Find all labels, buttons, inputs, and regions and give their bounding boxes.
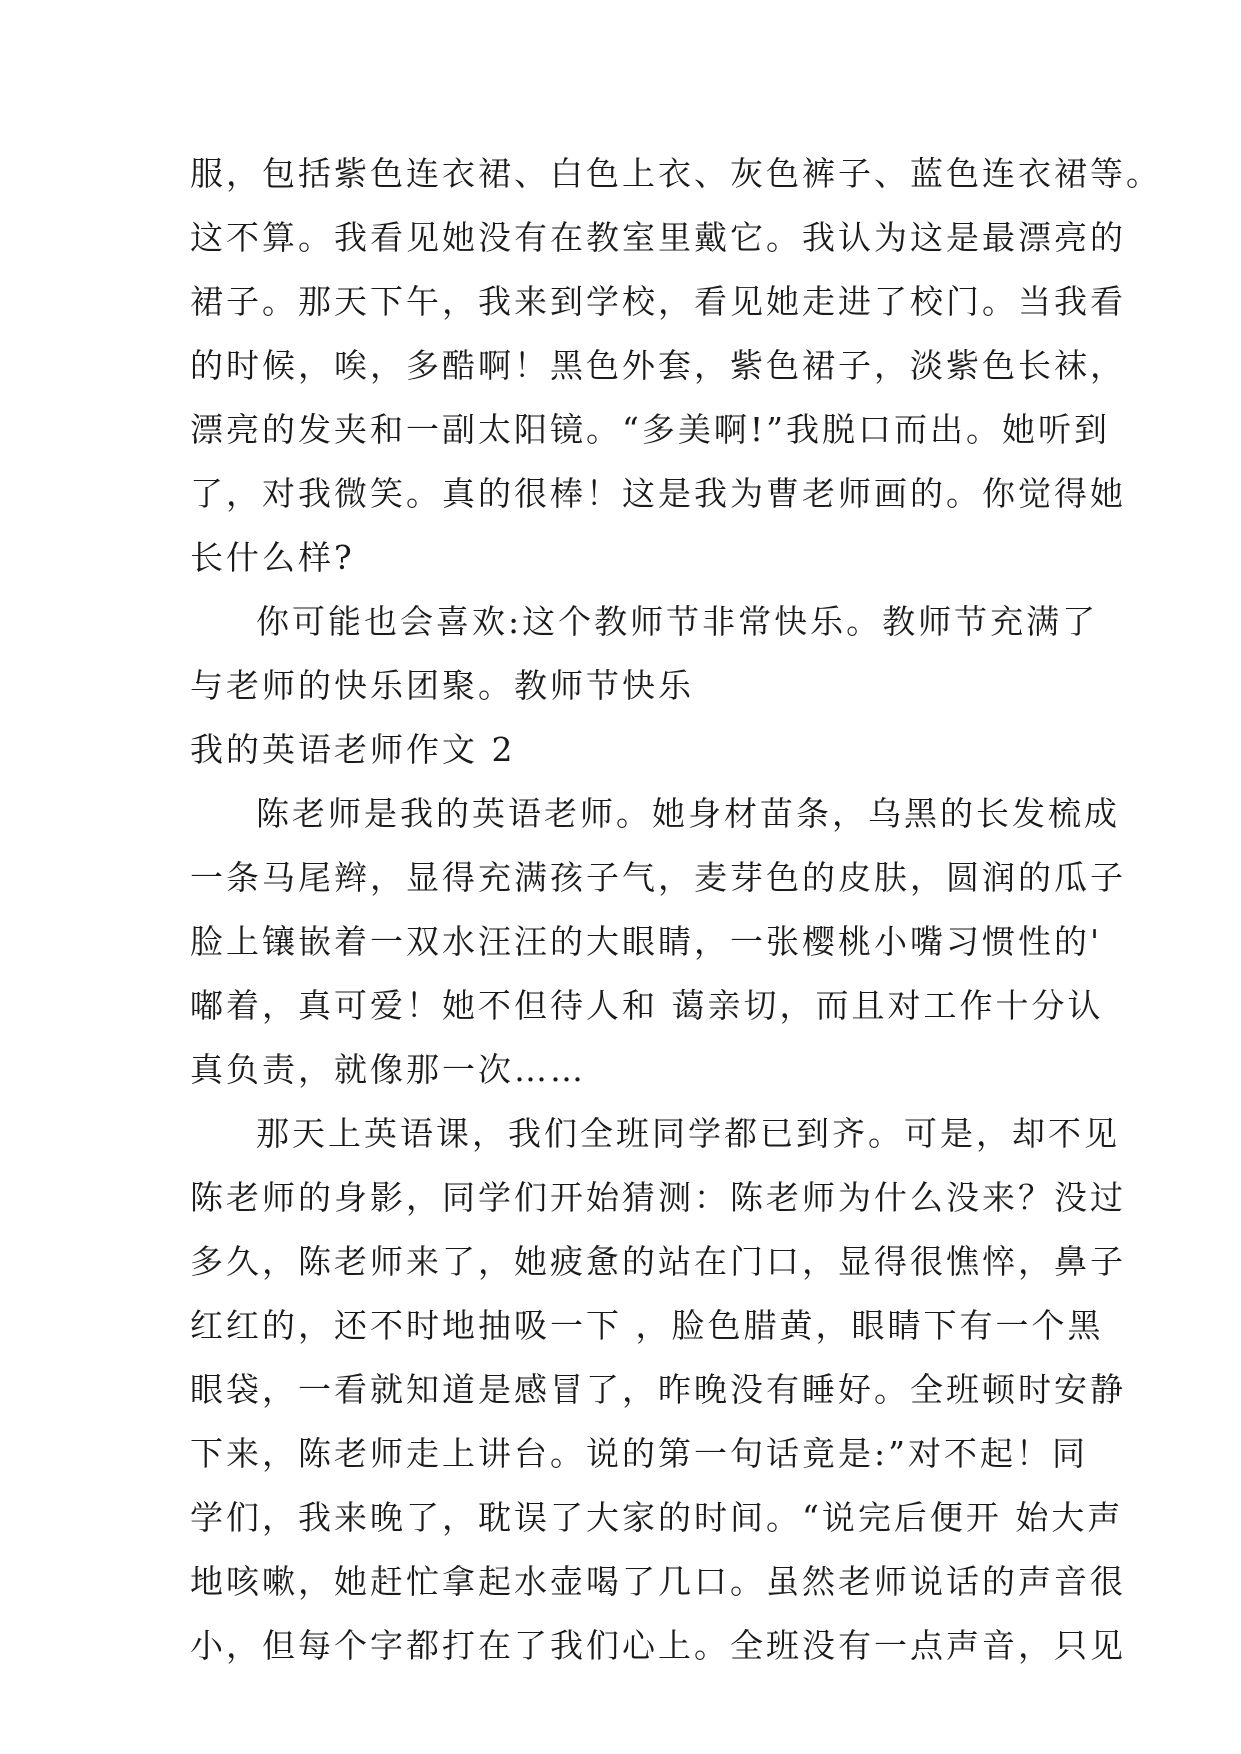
text-line: 眼袋，一看就知道是感冒了，昨晚没有睡好。全班顿时安静 xyxy=(190,1370,1126,1409)
text-line: 红红的，还不时地抽吸一下 ，脸色腊黄，眼睛下有一个黑 xyxy=(190,1306,1104,1345)
text-line: 学们，我来晚了，耽误了大家的时间。“说完后便开 始大声 xyxy=(190,1498,1124,1537)
text-line: 长什么样? xyxy=(190,538,355,577)
text-line: 与老师的快乐团聚。教师节快乐 xyxy=(190,666,694,705)
section-heading: 我的英语老师作文 2 xyxy=(190,730,516,769)
text-line: 服，包括紫色连衣裙、白色上衣、灰色裤子、蓝色连衣裙等。 xyxy=(190,154,1162,193)
text-line: 陈老师的身影，同学们开始猜测：陈老师为什么没来？没过 xyxy=(190,1178,1126,1217)
text-line: 下来，陈老师走上讲台。说的第一句话竟是:”对不起！同 xyxy=(190,1434,1088,1473)
text-line: 了，对我微笑。真的很棒！这是我为曹老师画的。你觉得她 xyxy=(190,474,1126,513)
text-line: 地咳嗽，她赶忙拿起水壶喝了几口。虽然老师说话的声音很 xyxy=(190,1562,1126,1601)
text-line: 裙子。那天下午，我来到学校，看见她走进了校门。当我看 xyxy=(190,282,1126,321)
text-line: 这不算。我看见她没有在教室里戴它。我认为这是最漂亮的 xyxy=(190,218,1126,257)
text-line: 嘟着，真可爱！她不但待人和 蔼亲切，而且对工作十分认 xyxy=(190,986,1104,1025)
text-line: 小，但每个字都打在了我们心上。全班没有一点声音，只见 xyxy=(190,1626,1126,1665)
paragraph-start-line: 那天上英语课，我们全班同学都已到齐。可是，却不见 xyxy=(256,1114,1120,1153)
text-line: 脸上镶嵌着一双水汪汪的大眼睛，一张樱桃小嘴习惯性的' xyxy=(190,922,1103,961)
paragraph-start-line: 你可能也会喜欢:这个教师节非常快乐。教师节充满了 xyxy=(256,602,1099,641)
paragraph-start-line: 陈老师是我的英语老师。她身材苗条，乌黑的长发梳成 xyxy=(256,794,1120,833)
text-line: 一条马尾辫，显得充满孩子气，麦芽色的皮肤，圆润的瓜子 xyxy=(190,858,1126,897)
text-line: 漂亮的发夹和一副太阳镜。“多美啊!”我脱口而出。她听到 xyxy=(190,410,1111,449)
text-line: 的时候，唉，多酷啊！黑色外套，紫色裙子，淡紫色长袜， xyxy=(190,346,1126,385)
text-line: 真负责，就像那一次…… xyxy=(190,1050,586,1089)
text-line: 多久，陈老师来了，她疲惫的站在门口，显得很憔悴，鼻子 xyxy=(190,1242,1126,1281)
